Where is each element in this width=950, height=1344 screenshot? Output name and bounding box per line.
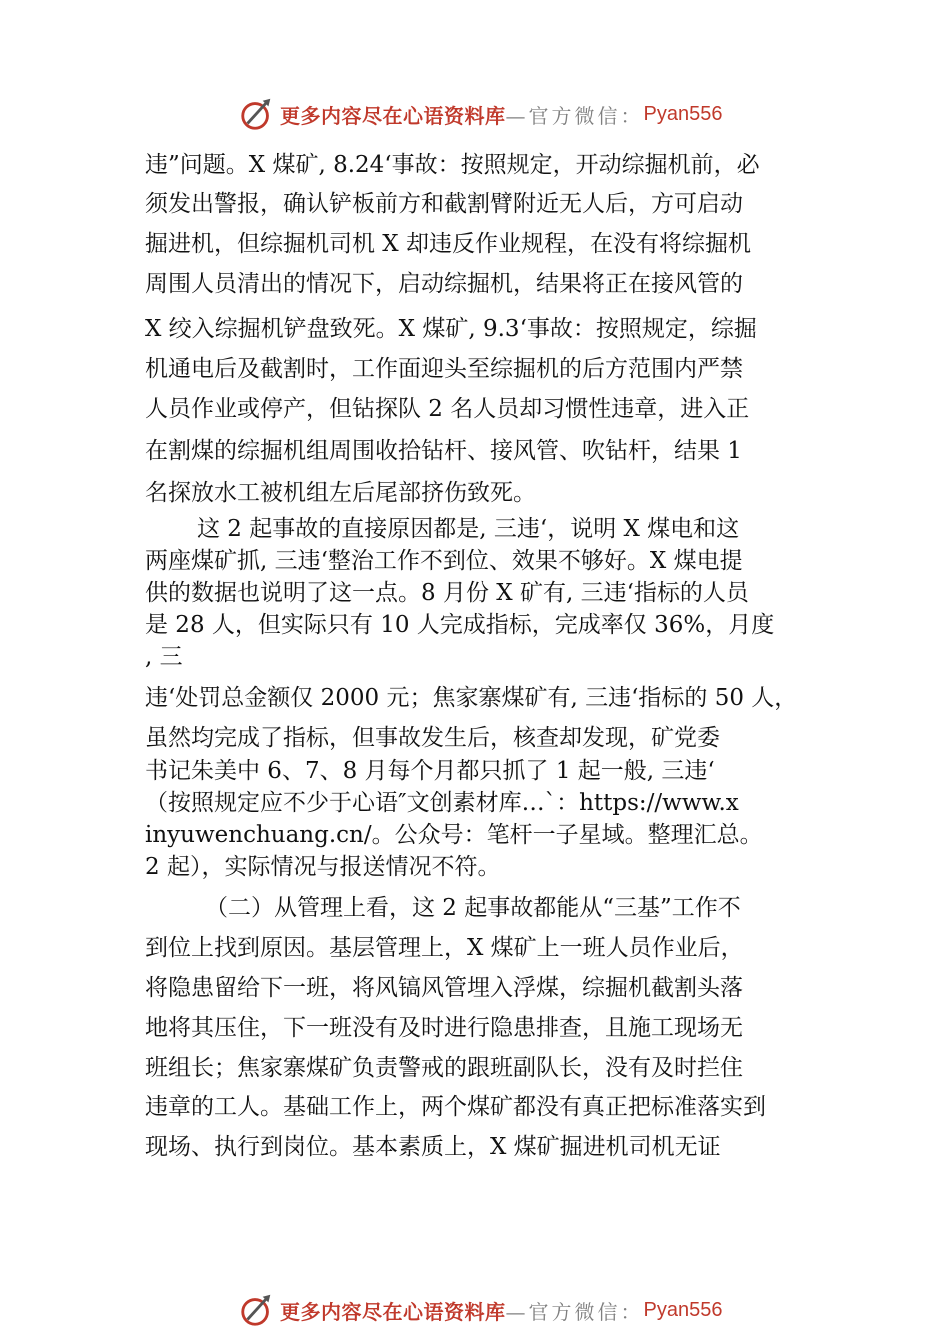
text-line: 违‘处罚总金额仅 2000 元；焦家寨煤矿有, 三违‘指标的 50 人， bbox=[145, 685, 798, 711]
text-line: 人员作业或停产，但钻探队 2 名人员却习惯性违章，进入正 bbox=[145, 396, 750, 422]
text-line: 现场、执行到岗位。基本素质上，X 煤矿掘进机司机无证 bbox=[145, 1134, 721, 1160]
text-line: 供的数据也说明了这一点。8 月份 X 矿有, 三违‘指标的人员 bbox=[145, 580, 749, 606]
text-line: , 三 bbox=[145, 644, 183, 670]
text-line: 名探放水工被机组左后尾部挤伤致死。 bbox=[145, 480, 536, 506]
text-line: 周围人员清出的情况下，启动综掘机，结果将正在接风管的 bbox=[145, 271, 743, 297]
text-line: 两座煤矿抓, 三违‘整治工作不到位、效果不够好。X 煤电提 bbox=[145, 548, 743, 574]
text-line: 班组长；焦家寨煤矿负责警戒的跟班副队长，没有及时拦住 bbox=[145, 1055, 743, 1081]
text-line: inyuwenchuang.cn/。公众号：笔杆一子星域。整理汇总。 bbox=[145, 822, 763, 848]
banner-separator: —官方微信： bbox=[505, 103, 644, 128]
text-line: 机通电后及截割时，工作面迎头至综掘机的后方范围内严禁 bbox=[145, 356, 743, 382]
text-line: 虽然均完成了指标，但事故发生后，核查却发现，矿党委 bbox=[145, 725, 720, 751]
text-line: （按照规定应不少于心语″文创素材库…`：https://www.x bbox=[145, 790, 739, 816]
banner-separator: —官方微信： bbox=[505, 1299, 644, 1324]
logo-icon bbox=[238, 1291, 276, 1329]
text-line: 是 28 人，但实际只有 10 人完成指标，完成率仅 36%，月度 bbox=[145, 612, 775, 638]
footer-banner bbox=[238, 1290, 728, 1330]
text-line: 违章的工人。基础工作上，两个煤矿都没有真正把标准落实到 bbox=[145, 1094, 766, 1120]
text-line: 书记朱美中 6、7、8 月每个月都只抓了 1 起一般, 三违‘ bbox=[145, 758, 715, 784]
header-banner bbox=[238, 94, 728, 134]
text-line: 到位上找到原因。基层管理上，X 煤矿上一班人员作业后， bbox=[145, 935, 744, 961]
banner-brand: 更多内容尽在心语资料库 bbox=[280, 103, 506, 128]
text-line: 掘进机，但综掘机司机 X 却违反作业规程，在没有将综掘机 bbox=[145, 231, 751, 257]
banner-wechat-id: Pyan556 bbox=[643, 102, 723, 125]
text-line: X 绞入综掘机铲盘致死。X 煤矿, 9.3‘事故：按照规定，综掘 bbox=[145, 316, 757, 342]
banner-wechat-id: Pyan556 bbox=[643, 1298, 723, 1321]
logo-icon bbox=[238, 95, 276, 133]
text-line: 违”问题。X 煤矿, 8.24‘事故：按照规定，开动综掘机前，必 bbox=[145, 152, 760, 178]
text-line: 须发出警报，确认铲板前方和截割臂附近无人后，方可启动 bbox=[145, 191, 743, 217]
text-line: 这 2 起事故的直接原因都是, 三违‘，说明 X 煤电和这 bbox=[197, 516, 740, 542]
banner-brand: 更多内容尽在心语资料库 bbox=[280, 1299, 506, 1324]
text-line: （二）从管理上看，这 2 起事故都能从“三基”工作不 bbox=[205, 895, 741, 921]
text-line: 在割煤的综掘机组周围收拾钻杆、接风管、吹钻杆，结果 1 bbox=[145, 438, 742, 464]
text-line: 地将其压住，下一班没有及时进行隐患排查，且施工现场无 bbox=[145, 1015, 743, 1041]
text-line: 将隐患留给下一班，将风镐风管埋入浮煤，综掘机截割头落 bbox=[145, 975, 743, 1001]
text-line: 2 起），实际情况与报送情况不符。 bbox=[145, 854, 501, 880]
